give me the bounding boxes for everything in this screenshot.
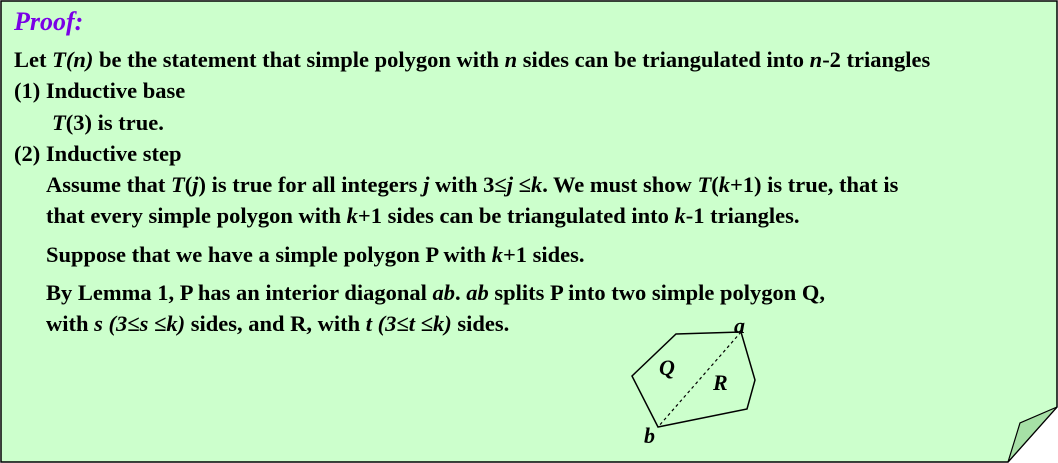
step-line-2: that every simple polygon with k+1 sides can be triangulated into k-1 triangles. [46,203,800,228]
vertex-a-label: a [734,313,745,338]
proof-title: Proof: [14,7,84,36]
statement-line: Let T(n) be the statement that simple polygon with n sides can be triangulated into n-2 triangles [14,47,931,72]
step-line-5: with s (3≤s ≤k) sides, and R, with t (3≤t ≤k) sides. [46,311,510,336]
region-q-label: Q [659,355,675,380]
vertex-b-label: b [644,423,655,448]
base-claim: T(3) is true. [52,110,164,135]
inductive-step-heading: (2) Inductive step [14,141,182,166]
step-line-1: Assume that T(j) is true for all integers j with 3≤j ≤k. We must show T(k+1) is true, that is [46,172,899,197]
region-r-label: R [713,370,728,395]
polygon-p [632,332,755,427]
step-line-3: Suppose that we have a simple polygon P with k+1 sides. [46,242,585,267]
step-line-4: By Lemma 1, P has an interior diagonal ab. ab splits P into two simple polygon Q, [46,280,826,305]
inductive-base-heading: (1) Inductive base [14,78,186,103]
